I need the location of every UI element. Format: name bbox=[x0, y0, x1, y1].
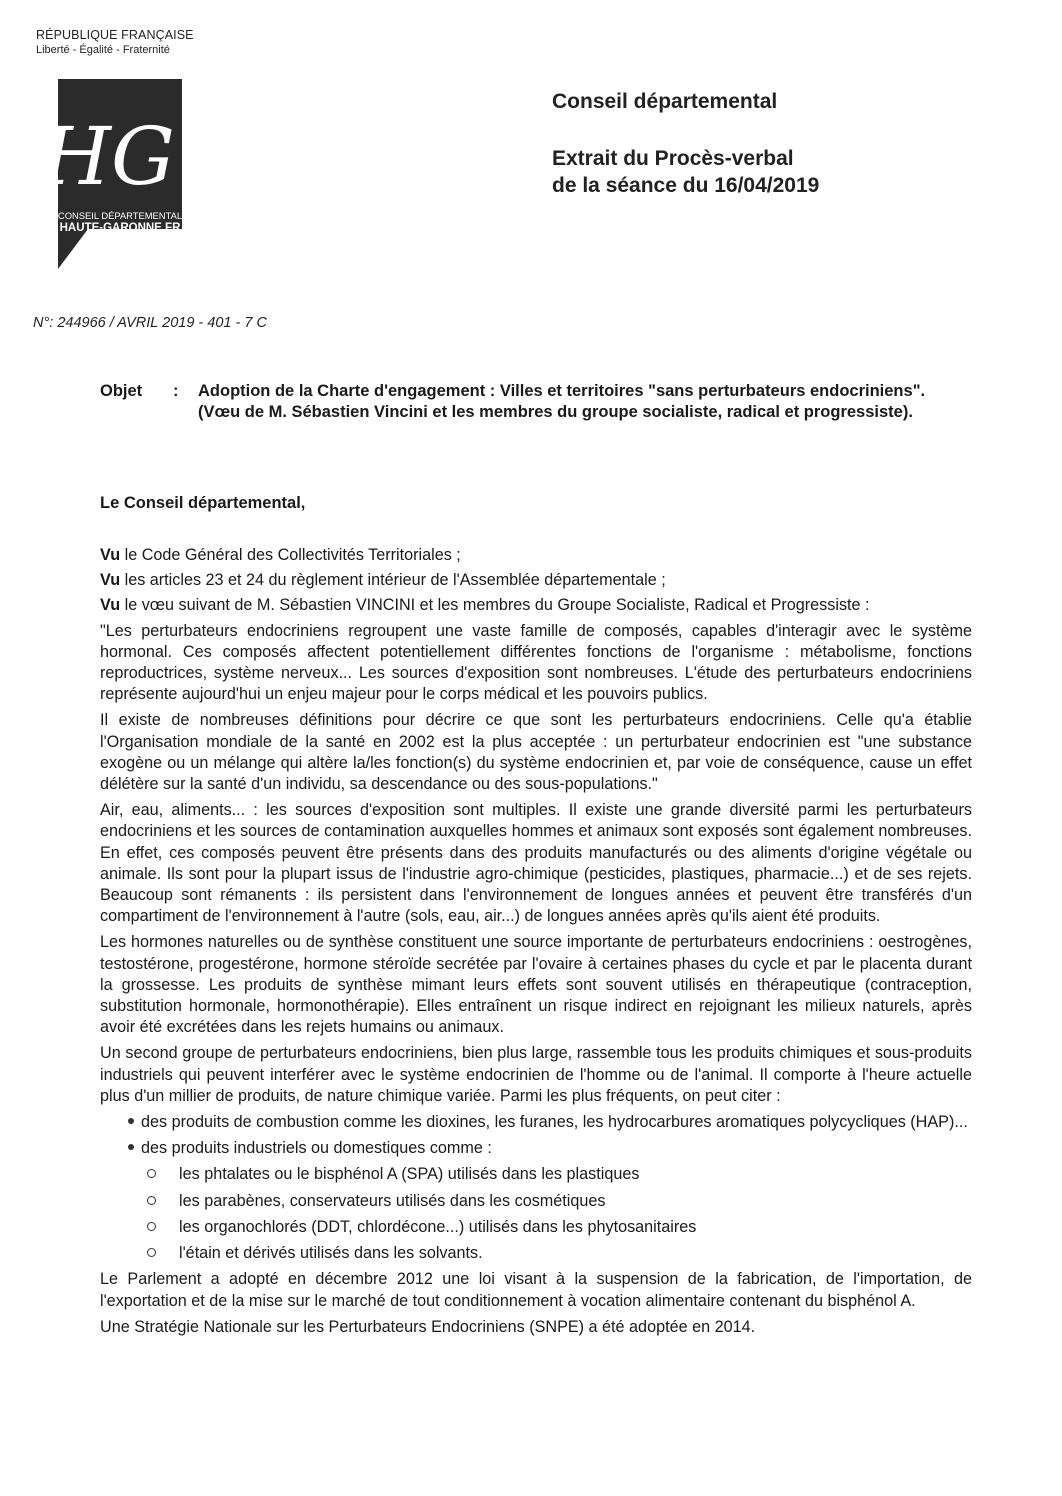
list-item: des produits de combustion comme les dioxines, les furanes, les hydrocarbures aromatiques polycycliques (HAP)... bbox=[128, 1112, 972, 1133]
objet-label: Objet bbox=[100, 382, 143, 400]
circle-bullet-icon bbox=[147, 1222, 156, 1231]
paragraph: Une Stratégie Nationale sur les Perturbateurs Endocriniens (SNPE) a été adoptée en 2014. bbox=[100, 1317, 756, 1336]
objet-colon: : bbox=[173, 382, 179, 400]
list-item: l'étain et dérivés utilisés dans les solvants. bbox=[147, 1243, 972, 1264]
list-item: des produits industriels ou domestiques comme : bbox=[128, 1138, 972, 1159]
devise-label: Liberté - Égalité - Fraternité bbox=[36, 44, 170, 56]
vu-line: Vu le vœu suivant de M. Sébastien VINCINI et les membres du Groupe Socialiste, Radical et Progressiste : bbox=[100, 596, 870, 615]
paragraph: Le Parlement a adopté en décembre 2012 une loi visant à la suspension de la fabrication, de l'importation, de l'exportation et de la mise sur le marché de tout conditionnement à vocation alimentaire contenant du bisphénol A. bbox=[100, 1270, 972, 1310]
list-item: les parabènes, conservateurs utilisés dans les cosmétiques bbox=[147, 1191, 972, 1212]
paragraph: Air, eau, aliments... : les sources d'exposition sont multiples. Il existe une grande diversité parmi les perturbateurs endocriniens et les sources de contamination auxquelles hommes et animaux sont exposés sont également nombreuses. En effet, ces composés peuvent être présents dans des produits manufacturés ou des aliments d'origine végétale ou animale. Ils sont pour la plupart issus de l'industrie agro-chimique (pesticides, plastiques, pharmacie...) et de ses rejets. Beaucoup sont rémanents : ils persistent dans l'environnement de longues années et peuvent être transférés d'un compartiment de l'environnement à l'autre (sols, eau, air...) de longues années après qu'ils aient été produits. bbox=[100, 801, 972, 926]
objet-line-2: (Vœu de M. Sébastien Vincini et les membres du groupe socialiste, radical et progressiste). bbox=[198, 403, 913, 421]
document-body bbox=[100, 545, 972, 1343]
council-heading: Le Conseil départemental, bbox=[100, 494, 306, 512]
republic-header bbox=[36, 28, 194, 58]
paragraph: Un second groupe de perturbateurs endocriniens, bien plus large, rassemble tous les produits chimiques et sous-produits industriels qui peuvent interférer avec le système endocrinien de l'homme ou de l'animal. Il comporte à l'heure actuelle plus d'un millier de produits, de nature chimique variée. Parmi les plus fréquents, on peut citer : bbox=[100, 1044, 972, 1105]
sub-list bbox=[100, 1164, 972, 1264]
vu-line: Vu les articles 23 et 24 du règlement intérieur de l'Assemblée départementale ; bbox=[100, 571, 666, 590]
logo-letters: HG bbox=[41, 110, 175, 203]
reference-number: N°: 244966 / AVRIL 2019 - 401 - 7 C bbox=[33, 315, 267, 331]
header-subtitle-2: de la séance du 16/04/2019 bbox=[552, 174, 820, 197]
list-item: les phtalates ou le bisphénol A (SPA) utilisés dans les plastiques bbox=[147, 1164, 972, 1185]
paragraph: Les hormones naturelles ou de synthèse constituent une source importante de perturbateurs endocriniens : oestrogènes, testostérone, progestérone, hormone stéroïde secrétée par l'ovaire à certaines phases du cycle et par le placenta durant la grossesse. Les produits de synthèse mimant leurs effets sont souvent utilisés en thérapeutique (contraception, substitution hormonale, hormonothérapie). Elles entraînent un risque indirect en rejoignant les milieux naturels, après avoir été excrétées dans les rejets humains ou animaux. bbox=[100, 933, 972, 1037]
haute-garonne-logo bbox=[41, 79, 183, 269]
logo-line1: CONSEIL DÉPARTEMENTAL bbox=[57, 210, 183, 221]
circle-bullet-icon bbox=[147, 1169, 156, 1178]
header-subtitle-1: Extrait du Procès-verbal bbox=[552, 147, 794, 170]
republique-label: RÉPUBLIQUE FRANÇAISE bbox=[36, 28, 194, 42]
list-item: les organochlorés (DDT, chlordécone...) utilisés dans les phytosanitaires bbox=[147, 1217, 972, 1238]
bullet-icon bbox=[128, 1144, 134, 1150]
header-title: Conseil départemental bbox=[552, 90, 778, 113]
document-header bbox=[552, 88, 819, 199]
circle-bullet-icon bbox=[147, 1196, 156, 1205]
vu-line: Vu le Code Général des Collectivités Territoriales ; bbox=[100, 546, 461, 564]
paragraph: "Les perturbateurs endocriniens regroupent une vaste famille de composés, capables d'interagir avec le système hormonal. Ces composés affectent potentiellement différentes fonctions de l'organisme : métabolisme, fonctions reproductrices, système nerveux... Les sources d'exposition sont nombreuses. L'étude des perturbateurs endocriniens représente aujourd'hui un enjeu majeur pour le corps médical et les pouvoirs publics. bbox=[100, 621, 972, 704]
objet-line-1: Adoption de la Charte d'engagement : Villes et territoires "sans perturbateurs endocriniens". bbox=[198, 382, 926, 400]
circle-bullet-icon bbox=[147, 1248, 156, 1257]
bullet-list bbox=[100, 1112, 972, 1159]
bullet-icon bbox=[128, 1118, 134, 1124]
logo-line2: HAUTE-GARONNE.FR bbox=[59, 222, 181, 234]
paragraph: Il existe de nombreuses définitions pour décrire ce que sont les perturbateurs endocriniens. Celle qu'a établie l'Organisation mondiale de la santé en 2002 est la plus acceptée : un perturbateur endocrinien est "une substance exogène ou un mélange qui altère la/les fonction(s) du système endocrinien et, par voie de conséquence, cause un effet délétère sur la santé d'un individu, sa descendance ou des sous-populations." bbox=[100, 711, 972, 794]
